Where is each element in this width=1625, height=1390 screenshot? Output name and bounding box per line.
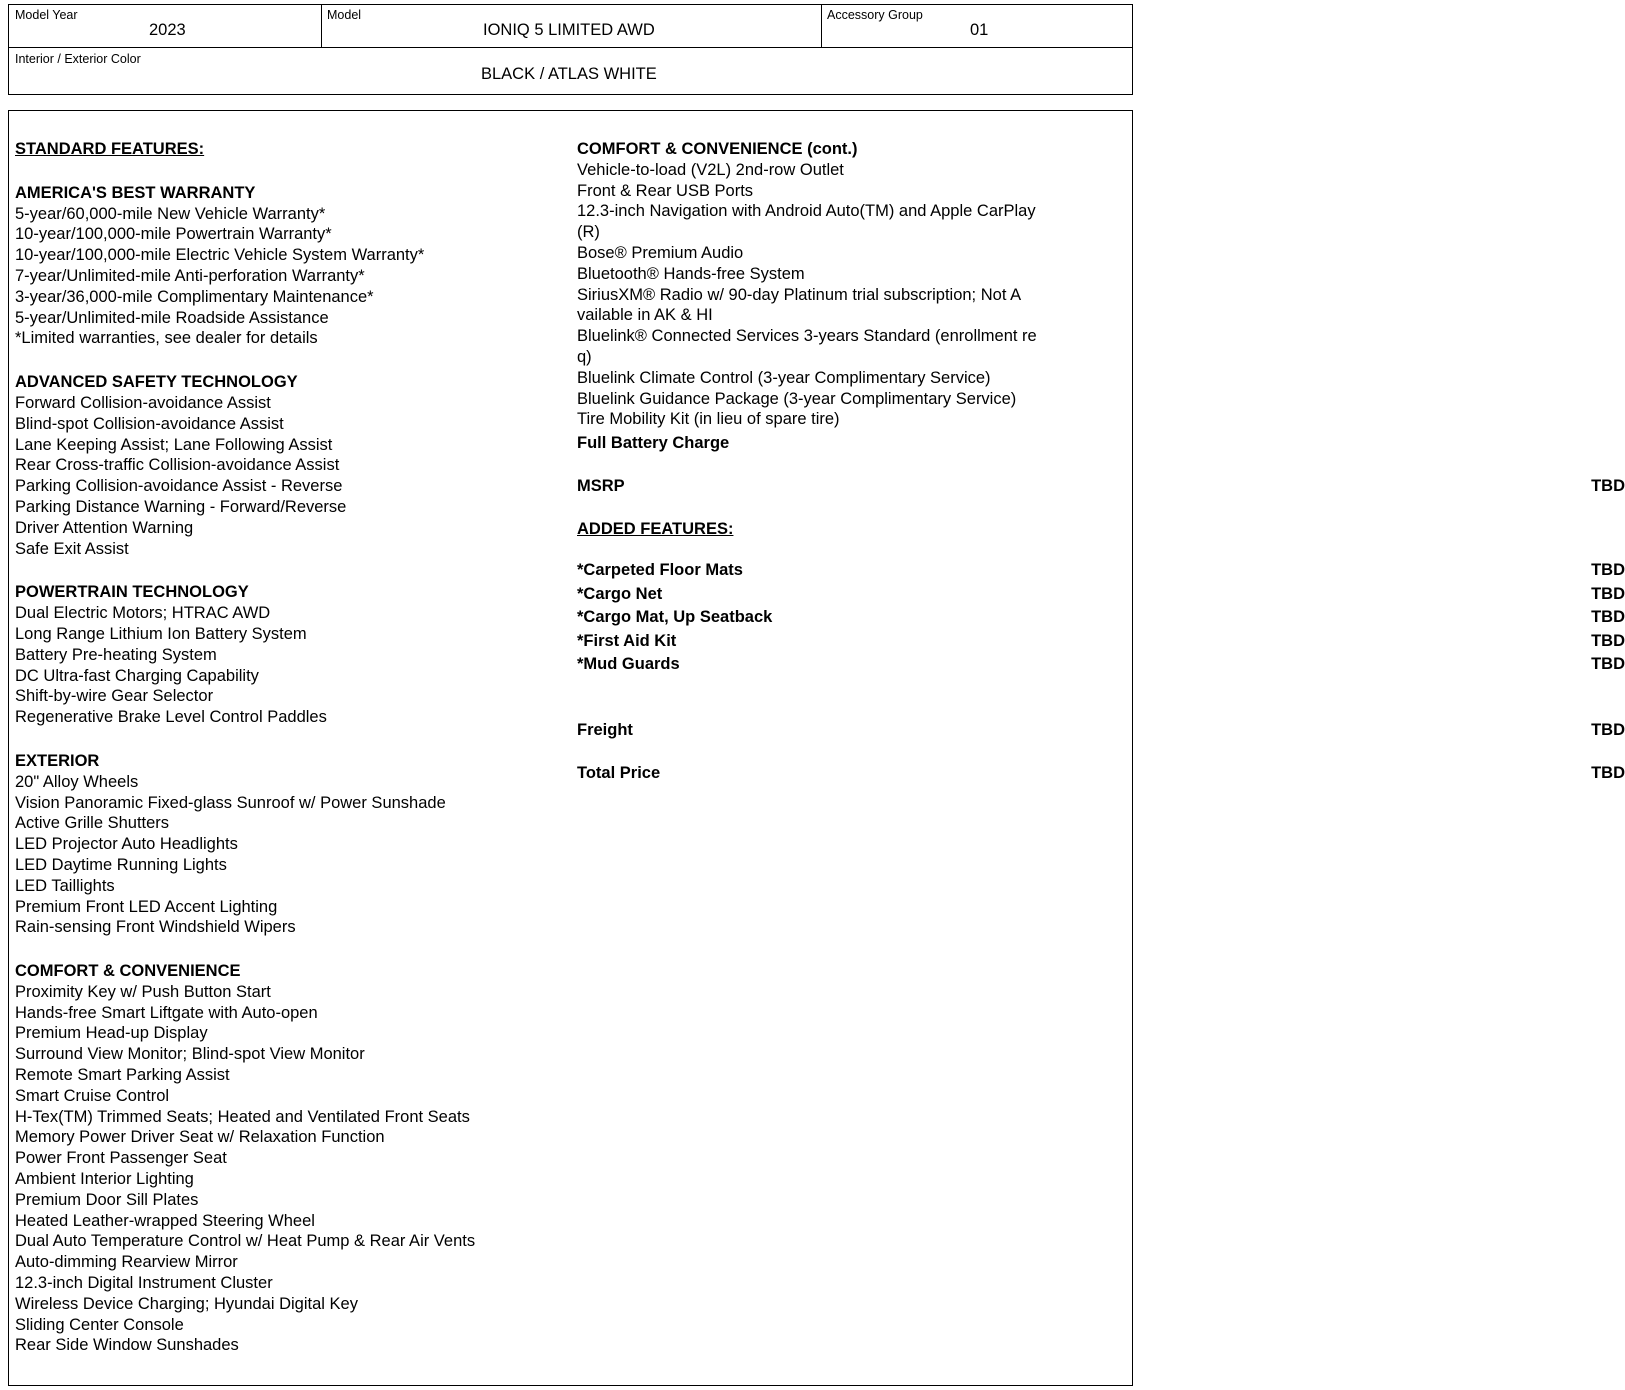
feature-item: q) xyxy=(577,347,592,366)
feature-item: Rain-sensing Front Windshield Wipers xyxy=(15,918,296,937)
added-feature-label: *Carpeted Floor Mats xyxy=(577,561,743,580)
feature-item: Memory Power Driver Seat w/ Relaxation Function xyxy=(15,1128,385,1147)
feature-item: Remote Smart Parking Assist xyxy=(15,1066,230,1085)
header-divider xyxy=(821,5,822,48)
header-divider xyxy=(321,5,322,48)
freight-row xyxy=(577,720,1625,744)
added-feature-price: TBD xyxy=(1591,608,1625,627)
feature-item: Rear Cross-traffic Collision-avoidance Assist xyxy=(15,456,340,475)
feature-item: Active Grille Shutters xyxy=(15,814,170,833)
feature-item: Smart Cruise Control xyxy=(15,1086,170,1105)
feature-item: Parking Distance Warning - Forward/Reverse xyxy=(15,497,347,516)
feature-item: Premium Head-up Display xyxy=(15,1024,208,1043)
section-title: AMERICA'S BEST WARRANTY xyxy=(15,183,256,202)
feature-item: DC Ultra-fast Charging Capability xyxy=(15,666,259,685)
msrp-value: TBD xyxy=(1591,476,1625,495)
feature-item: LED Projector Auto Headlights xyxy=(15,835,238,854)
added-feature-row xyxy=(577,584,1625,608)
feature-item: Proximity Key w/ Push Button Start xyxy=(15,982,271,1001)
added-feature-price: TBD xyxy=(1591,561,1625,580)
feature-item: Driver Attention Warning xyxy=(15,518,194,537)
feature-item: 10-year/100,000-mile Powertrain Warranty* xyxy=(15,225,332,244)
freight-value: TBD xyxy=(1591,720,1625,739)
feature-item: Hands-free Smart Liftgate with Auto-open xyxy=(15,1003,318,1022)
features-panel xyxy=(8,110,1625,1386)
added-features-title: ADDED FEATURES: xyxy=(577,520,734,539)
feature-item: *Limited warranties, see dealer for details xyxy=(15,329,318,348)
feature-item: Power Front Passenger Seat xyxy=(15,1149,227,1168)
accessory-group-value: 01 xyxy=(970,21,989,39)
accessory-group-label: Accessory Group xyxy=(827,8,923,22)
color-value: BLACK / ATLAS WHITE xyxy=(481,65,657,83)
feature-item: 20" Alloy Wheels xyxy=(15,772,139,791)
added-feature-price: TBD xyxy=(1591,655,1625,674)
feature-item: (R) xyxy=(577,223,600,242)
feature-item: 7-year/Unlimited-mile Anti-perforation Warranty* xyxy=(15,266,365,285)
feature-item: Bluelink Guidance Package (3-year Complimentary Service) xyxy=(577,389,1017,408)
section-title: EXTERIOR xyxy=(15,751,100,770)
section-title: POWERTRAIN TECHNOLOGY xyxy=(15,583,249,602)
added-feature-row xyxy=(577,607,1625,631)
feature-item: Premium Front LED Accent Lighting xyxy=(15,897,278,916)
feature-item: Lane Keeping Assist; Lane Following Assist xyxy=(15,435,333,454)
feature-item: Parking Collision-avoidance Assist - Reverse xyxy=(15,477,343,496)
feature-item: Heated Leather-wrapped Steering Wheel xyxy=(15,1211,315,1230)
feature-item: SiriusXM® Radio w/ 90-day Platinum trial subscription; Not A xyxy=(577,285,1022,304)
feature-item: Blind-spot Collision-avoidance Assist xyxy=(15,414,284,433)
right-column xyxy=(577,139,1625,787)
feature-item: 5-year/Unlimited-mile Roadside Assistance xyxy=(15,308,329,327)
color-label: Interior / Exterior Color xyxy=(15,52,141,66)
freight-label: Freight xyxy=(577,720,633,739)
feature-item: Tire Mobility Kit (in lieu of spare tire) xyxy=(577,410,840,429)
feature-item: Surround View Monitor; Blind-spot View Monitor xyxy=(15,1045,365,1064)
model-label: Model xyxy=(327,8,362,22)
feature-item: Sliding Center Console xyxy=(15,1315,184,1334)
total-price-label: Total Price xyxy=(577,764,661,783)
feature-item: Vehicle-to-load (V2L) 2nd-row Outlet xyxy=(577,160,844,179)
feature-item: Dual Auto Temperature Control w/ Heat Pump & Rear Air Vents xyxy=(15,1232,476,1251)
model-year-label: Model Year xyxy=(15,8,78,22)
added-feature-label: *Mud Guards xyxy=(577,655,680,674)
total-price-value: TBD xyxy=(1591,764,1625,783)
feature-item: LED Daytime Running Lights xyxy=(15,855,227,874)
total-price-row xyxy=(577,763,1625,787)
feature-item: Safe Exit Assist xyxy=(15,539,129,558)
feature-item: Regenerative Brake Level Control Paddles xyxy=(15,708,327,727)
added-feature-price: TBD xyxy=(1591,631,1625,650)
feature-item: Shift-by-wire Gear Selector xyxy=(15,687,214,706)
feature-item: vailable in AK & HI xyxy=(577,306,713,325)
feature-item: Battery Pre-heating System xyxy=(15,645,217,664)
standard-features-title: STANDARD FEATURES: xyxy=(15,140,205,158)
added-feature-row xyxy=(577,560,1625,584)
feature-item: LED Taillights xyxy=(15,876,115,895)
feature-item: Bluelink Climate Control (3-year Complimentary Service) xyxy=(577,368,991,387)
added-feature-label: *Cargo Mat, Up Seatback xyxy=(577,608,773,627)
msrp-label: MSRP xyxy=(577,476,625,495)
added-feature-row xyxy=(577,631,1625,655)
feature-item: 3-year/36,000-mile Complimentary Maintenance* xyxy=(15,287,374,306)
feature-item: Dual Electric Motors; HTRAC AWD xyxy=(15,604,271,623)
feature-item: Premium Door Sill Plates xyxy=(15,1190,199,1209)
added-feature-price: TBD xyxy=(1591,584,1625,603)
feature-item: Bluelink® Connected Services 3-years Standard (enrollment re xyxy=(577,327,1037,346)
section-title: ADVANCED SAFETY TECHNOLOGY xyxy=(15,373,298,392)
feature-item: Auto-dimming Rearview Mirror xyxy=(15,1253,238,1272)
feature-item: Rear Side Window Sunshades xyxy=(15,1336,239,1355)
model-year-value: 2023 xyxy=(149,21,186,39)
feature-item: Long Range Lithium Ion Battery System xyxy=(15,624,307,643)
added-feature-label: *Cargo Net xyxy=(577,584,663,603)
section-title: COMFORT & CONVENIENCE (cont.) xyxy=(577,140,858,158)
section-title: COMFORT & CONVENIENCE xyxy=(15,962,241,981)
feature-item: Vision Panoramic Fixed-glass Sunroof w/ Power Sunshade xyxy=(15,793,446,812)
vehicle-header xyxy=(8,4,1133,95)
feature-item: Bluetooth® Hands-free System xyxy=(577,264,805,283)
feature-item: 12.3-inch Digital Instrument Cluster xyxy=(15,1274,273,1293)
model-value: IONIQ 5 LIMITED AWD xyxy=(483,21,655,39)
feature-item: Forward Collision-avoidance Assist xyxy=(15,393,271,412)
msrp-row xyxy=(577,476,1625,500)
added-feature-label: *First Aid Kit xyxy=(577,631,677,650)
full-battery-charge: Full Battery Charge xyxy=(577,434,730,453)
header-divider xyxy=(9,47,1132,48)
feature-item: Bose® Premium Audio xyxy=(577,243,744,262)
feature-item: Ambient Interior Lighting xyxy=(15,1170,194,1189)
feature-item: Front & Rear USB Ports xyxy=(577,181,754,200)
feature-item: Wireless Device Charging; Hyundai Digital Key xyxy=(15,1294,358,1313)
standard-features-column xyxy=(15,139,555,1356)
feature-item: H-Tex(TM) Trimmed Seats; Heated and Ventilated Front Seats xyxy=(15,1107,470,1126)
feature-item: 5-year/60,000-mile New Vehicle Warranty* xyxy=(15,204,326,223)
added-feature-row xyxy=(577,654,1625,678)
feature-item: 12.3-inch Navigation with Android Auto(TM) and Apple CarPlay xyxy=(577,202,1036,221)
feature-item: 10-year/100,000-mile Electric Vehicle System Warranty* xyxy=(15,246,425,265)
